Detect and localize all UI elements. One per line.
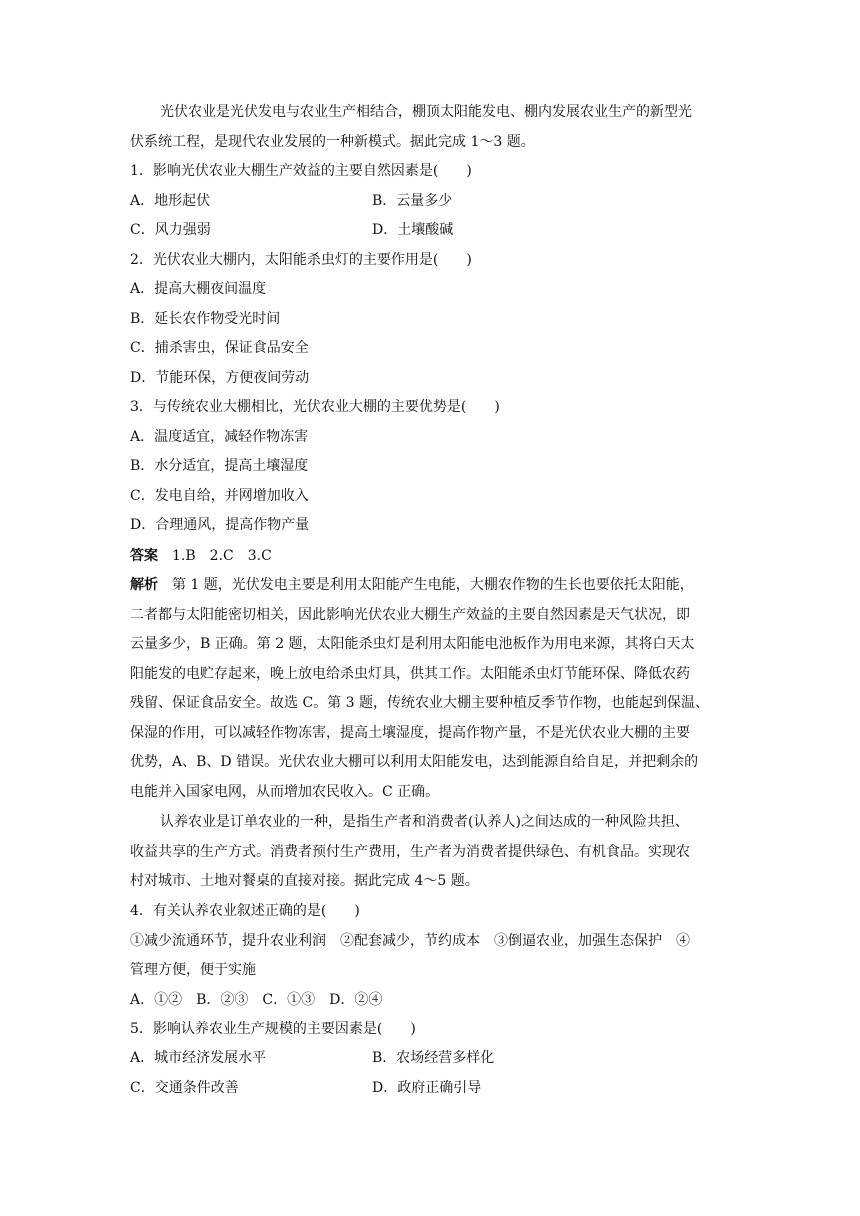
question-3-option-b: B．水分适宜，提高土壤湿度 — [130, 458, 309, 474]
answer-text: 1.B 2.C 3.C — [172, 548, 272, 564]
analysis-line-3: 云量多少，B 正确。第 2 题，太阳能杀虫灯是利用太阳能电池板作为用电来源，其将白天太 — [130, 636, 695, 652]
question-1-option-c: C．风力强弱 — [130, 222, 211, 238]
question-4-statements-line-1: ①减少流通环节，提升农业利润 ②配套减少，节约成本 ③倒逼农业，加强生态保护 ④ — [130, 933, 690, 949]
question-3-option-d: D．合理通风，提高作物产量 — [130, 517, 310, 533]
question-1-option-d: D．土壤酸碱 — [372, 222, 454, 238]
analysis-text-1: 第 1 题，光伏发电主要是利用太阳能产生电能，大棚农作物的生长也要依托太阳能， — [172, 577, 694, 593]
question-2-option-b: B．延长农作物受光时间 — [130, 311, 281, 327]
question-5-option-b: B．农场经营多样化 — [372, 1050, 495, 1066]
question-3-stem: 3．与传统农业大棚相比，光伏农业大棚的主要优势是( ) — [130, 399, 500, 415]
passage2-line-2: 收益共享的生产方式。消费者预付生产费用，生产者为消费者提供绿色、有机食品。实现农 — [130, 844, 690, 860]
analysis-line-2: 二者都与太阳能密切相关，因此影响光伏农业大棚生产效益的主要自然因素是天气状况，即 — [130, 607, 690, 623]
question-1-option-b: B．云量多少 — [372, 193, 453, 209]
answer-label: 答案 — [130, 548, 158, 564]
question-3-option-c: C．发电自给，并网增加收入 — [130, 488, 309, 504]
question-5-option-d: D．政府正确引导 — [372, 1080, 482, 1096]
answer-line — [130, 546, 272, 566]
question-1-option-a: A．地形起伏 — [130, 193, 211, 209]
analysis-line-8: 电能并入国家电网，从而增加农民收入。C 正确。 — [130, 784, 440, 800]
question-2-option-c: C．捕杀害虫，保证食品安全 — [130, 340, 309, 356]
question-2-option-d: D．节能环保，方便夜间劳动 — [130, 370, 310, 386]
passage2-line-3: 村对城市、土地对餐桌的直接对接。据此完成 4～5 题。 — [130, 873, 479, 889]
question-2-stem: 2．光伏农业大棚内，太阳能杀虫灯的主要作用是( ) — [130, 252, 472, 268]
question-5-option-c: C．交通条件改善 — [130, 1080, 239, 1096]
question-1-stem: 1．影响光伏农业大棚生产效益的主要自然因素是( ) — [130, 163, 472, 179]
question-4-statements-line-2: 管理方便，便于实施 — [130, 962, 256, 978]
analysis-line-4: 阳能发的电贮存起来，晚上放电给杀虫灯具，供其工作。太阳能杀虫灯节能环保、降低农药 — [130, 666, 690, 682]
question-3-option-a: A．温度适宜，减轻作物冻害 — [130, 429, 309, 445]
passage1-line-1: 光伏农业是光伏发电与农业生产相结合，棚顶太阳能发电、棚内发展农业生产的新型光 — [160, 104, 692, 120]
analysis-label: 解析 — [130, 577, 158, 593]
analysis-line-1 — [130, 575, 694, 595]
analysis-line-5: 残留、保证食品安全。故选 C。第 3 题，传统农业大棚主要种植反季节作物，也能起到保温、 — [130, 695, 709, 711]
question-5-stem: 5．影响认养农业生产规模的主要因素是( ) — [130, 1021, 416, 1037]
question-4-stem: 4．有关认养农业叙述正确的是( ) — [130, 903, 360, 919]
passage1-line-2: 伏系统工程，是现代农业发展的一种新模式。据此完成 1～3 题。 — [130, 134, 535, 150]
analysis-line-7: 优势，A、B、D 错误。光伏农业大棚可以利用太阳能发电，达到能源自给自足，并把剩余的 — [130, 754, 699, 770]
question-5-option-a: A．城市经济发展水平 — [130, 1050, 267, 1066]
analysis-line-6: 保湿的作用，可以减轻作物冻害，提高土壤湿度，提高作物产量，不是光伏农业大棚的主要 — [130, 725, 690, 741]
question-2-option-a: A．提高大棚夜间温度 — [130, 281, 267, 297]
passage2-line-1: 认养农业是订单农业的一种，是指生产者和消费者(认养人)之间达成的一种风险共担、 — [160, 814, 689, 830]
question-4-options: A．①② B．②③ C．①③ D．②④ — [130, 992, 383, 1008]
